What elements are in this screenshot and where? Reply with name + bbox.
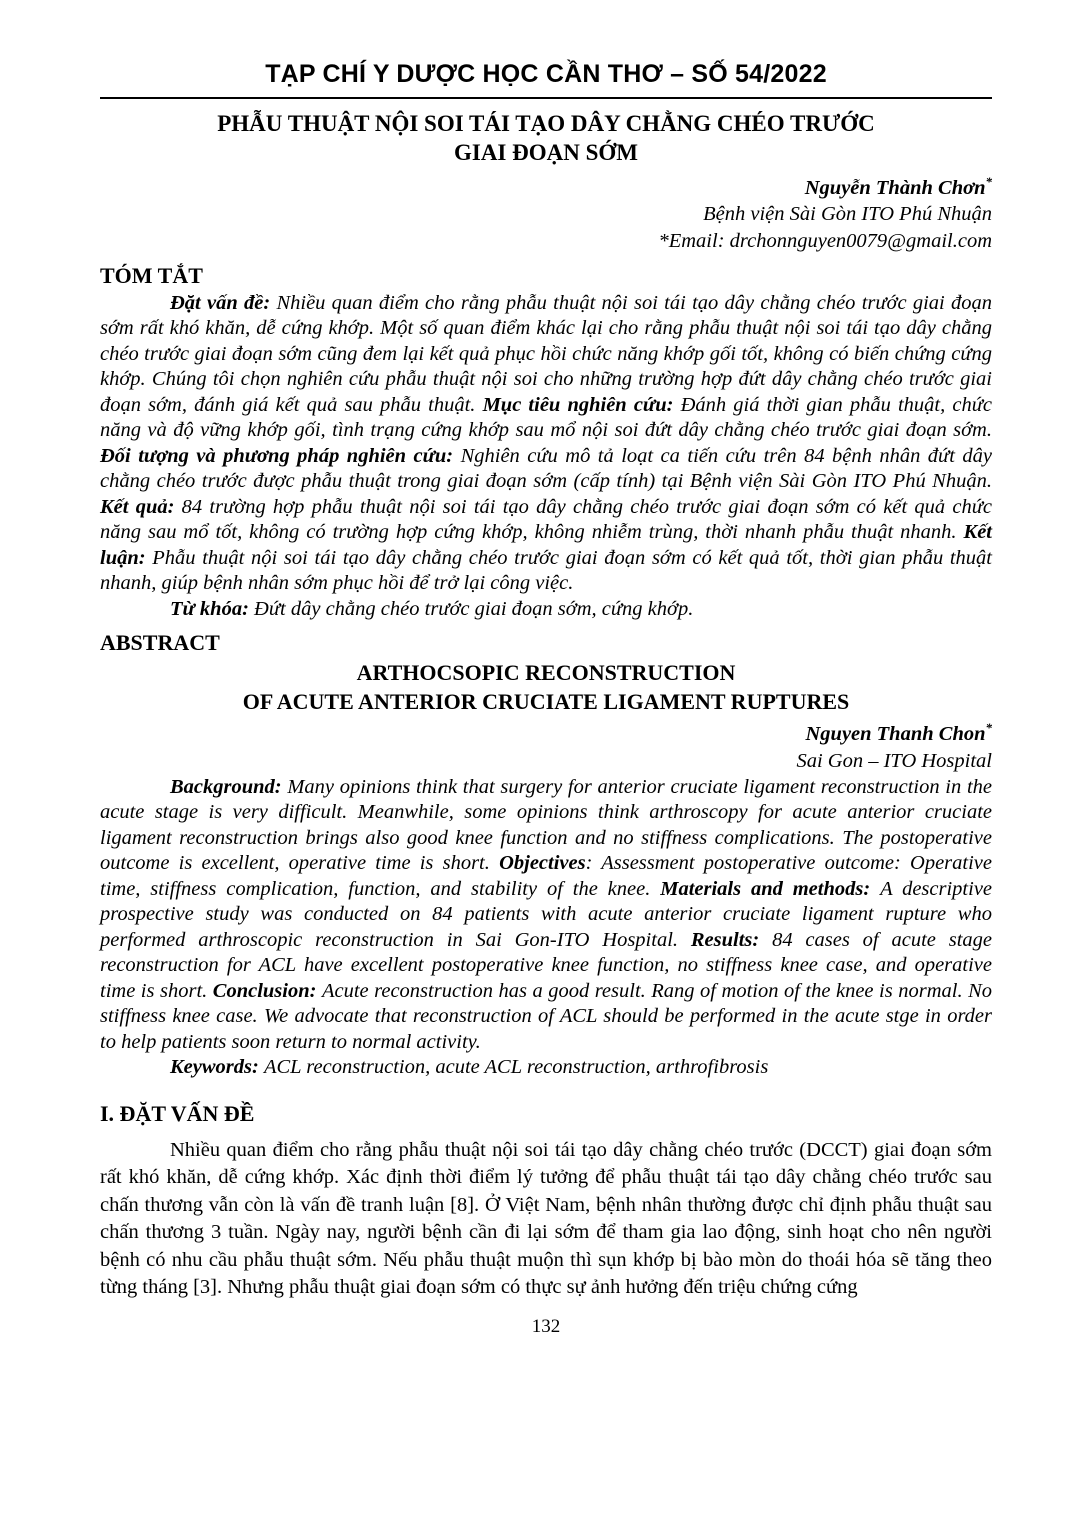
abstract-title-en xyxy=(100,658,992,716)
page-number: 132 xyxy=(531,1315,561,1337)
paper-title-line1: PHẪU THUẬT NỘI SOI TÁI TẠO DÂY CHẰNG CHÉO TRƯỚC xyxy=(217,111,875,136)
author-email: *Email: drchonnguyen0079@gmail.com xyxy=(658,229,992,252)
author-affiliation-vi: Bệnh viện Sài Gòn ITO Phú Nhuận xyxy=(703,203,992,226)
author-asterisk-en: * xyxy=(985,720,992,736)
abstract-keywords: Keywords: ACL reconstruction, acute ACL reconstruction, arthrofibrosis xyxy=(170,1056,769,1079)
paper-title-line2: GIAI ĐOẠN SỚM xyxy=(453,140,638,166)
abstract-title-line1: ARTHOCSOPIC RECONSTRUCTION xyxy=(356,660,736,686)
journal-header xyxy=(100,60,992,99)
author-block-vi xyxy=(100,174,992,255)
header-rule xyxy=(100,97,992,99)
author-name-vi: Nguyễn Thành Chơn* xyxy=(804,173,992,199)
abstract-body: Background: Many opinions think that surgery for anterior cruciate ligament reconstruction in the acute stage is very difficult. Meanwhile, some opinions think arthroscopy for acute anterior cruciate ligament reconstruction brings also good knee function and no stiffness complications. The postoperative outcome is excellent, operative time is short. Objectives: Assessment postoperative outcome: Operative time, stiffness complication, function, and stability of the knee. Materials and methods: A descriptive prospective study was conducted on 84 patients with acute anterior cruciate ligament rupture who performed arthroscopic reconstruction in Sai Gon-ITO Hospital. Results: 84 cases of acute stage reconstruction for ACL have excellent postoperative knee function, no stiffness knee case, and operative time is short. Conclusion: Acute reconstruction has a good result. Rang of motion of the knee is normal. No stiffness knee case. We advocate that reconstruction of ACL should be performed in the acute stge in order to help patients soon return to normal activity. xyxy=(100,775,993,1053)
introduction-heading: I. ĐẶT VẤN ĐỀ xyxy=(100,1100,255,1126)
introduction-paragraph: Nhiều quan điểm cho rằng phẫu thuật nội soi tái tạo dây chằng chéo trước (DCCT) giai đoạn sớm rất khó khăn, dễ cứng khớp. Xác định thời điểm lý tưởng để phẫu thuật tái tạo dây chằng chéo trước sau chấn thương vẫn còn là vấn đề tranh luận [8]. Ở Việt Nam, bệnh nhân thường được chỉ định phẫu thuật sau chấn thương 3 tuần. Ngày nay, người bệnh cần đi lại sớm để tham gia lao động, sinh hoạt cho nên người bệnh có nhu cầu phẫu thuật sớm. Nếu phẫu thuật muộn thì sụn khớp bị bào mòn do thoái hóa sẽ tăng theo từng tháng [3]. Nhưng phẫu thuật giai đoạn sớm có thực sự ảnh hưởng đến triệu chứng cứng xyxy=(100,1138,992,1299)
author-name-en: Nguyen Thanh Chon* xyxy=(805,720,992,746)
author-affiliation-en: Sai Gon – ITO Hospital xyxy=(796,749,992,772)
tomtat-keywords: Từ khóa: Đứt dây chằng chéo trước giai đoạn sớm, cứng khớp. xyxy=(170,597,694,620)
section-abstract xyxy=(100,630,992,1080)
journal-title: TẠP CHÍ Y DƯỢC HỌC CẦN THƠ – SỐ 54/2022 xyxy=(265,60,827,88)
section-introduction xyxy=(100,1101,992,1302)
tomtat-heading: TÓM TẮT xyxy=(100,262,203,288)
abstract-heading: ABSTRACT xyxy=(100,630,220,656)
paper-title-vi xyxy=(100,109,992,168)
tomtat-body: Đặt vấn đề: Nhiều quan điểm cho rằng phẫu thuật nội soi tái tạo dây chằng chéo trước giai đoạn sớm rất khó khăn, dễ cứng khớp. Một số quan điểm khác lại cho rằng phẫu thuật nội soi tái tạo dây chằng chéo trước giai đoạn sớm cũng đem lại kết quả phục hồi chức năng khớp gối tốt, không có biến chứng cứng khớp. Chúng tôi chọn nghiên cứu phẫu thuật nội soi cho những trường hợp đứt dây chằng chéo trước giai đoạn sớm, đánh giá kết quả sau phẫu thuật. Mục tiêu nghiên cứu: Đánh giá thời gian phẫu thuật, chức năng và độ vững khớp gối, tình trạng cứng khớp sau mổ nội soi đứt dây chằng chéo trước giai đoạn sớm. Đối tượng và phương pháp nghiên cứu: Nghiên cứu mô tả loạt ca tiến cứu trên 84 bệnh nhân đứt dây chằng chéo trước được phẫu thuật trong giai đoạn sớm (cấp tính) tại Bệnh viện Sài Gòn ITO Phú Nhuận. Kết quả: 84 trường hợp phẫu thuật nội soi tái tạo dây chằng chéo trước giai đoạn sớm có kết quả chức năng sau mổ tốt, không có trường hợp cứng khớp, không nhiễm trùng, thời nhanh phẫu thuật nhanh. Kết luận: Phẫu thuật nội soi tái tạo dây chằng chéo trước giai đoạn sớm có kết quả tốt, thời gian phẫu thuật nhanh, giúp bệnh nhân sớm phục hồi để trở lại công việc. xyxy=(100,291,993,595)
author-block-en xyxy=(100,720,992,774)
author-asterisk: * xyxy=(985,173,992,189)
section-tomtat xyxy=(100,263,992,623)
abstract-title-line2: OF ACUTE ANTERIOR CRUCIATE LIGAMENT RUPTURES xyxy=(242,689,850,715)
